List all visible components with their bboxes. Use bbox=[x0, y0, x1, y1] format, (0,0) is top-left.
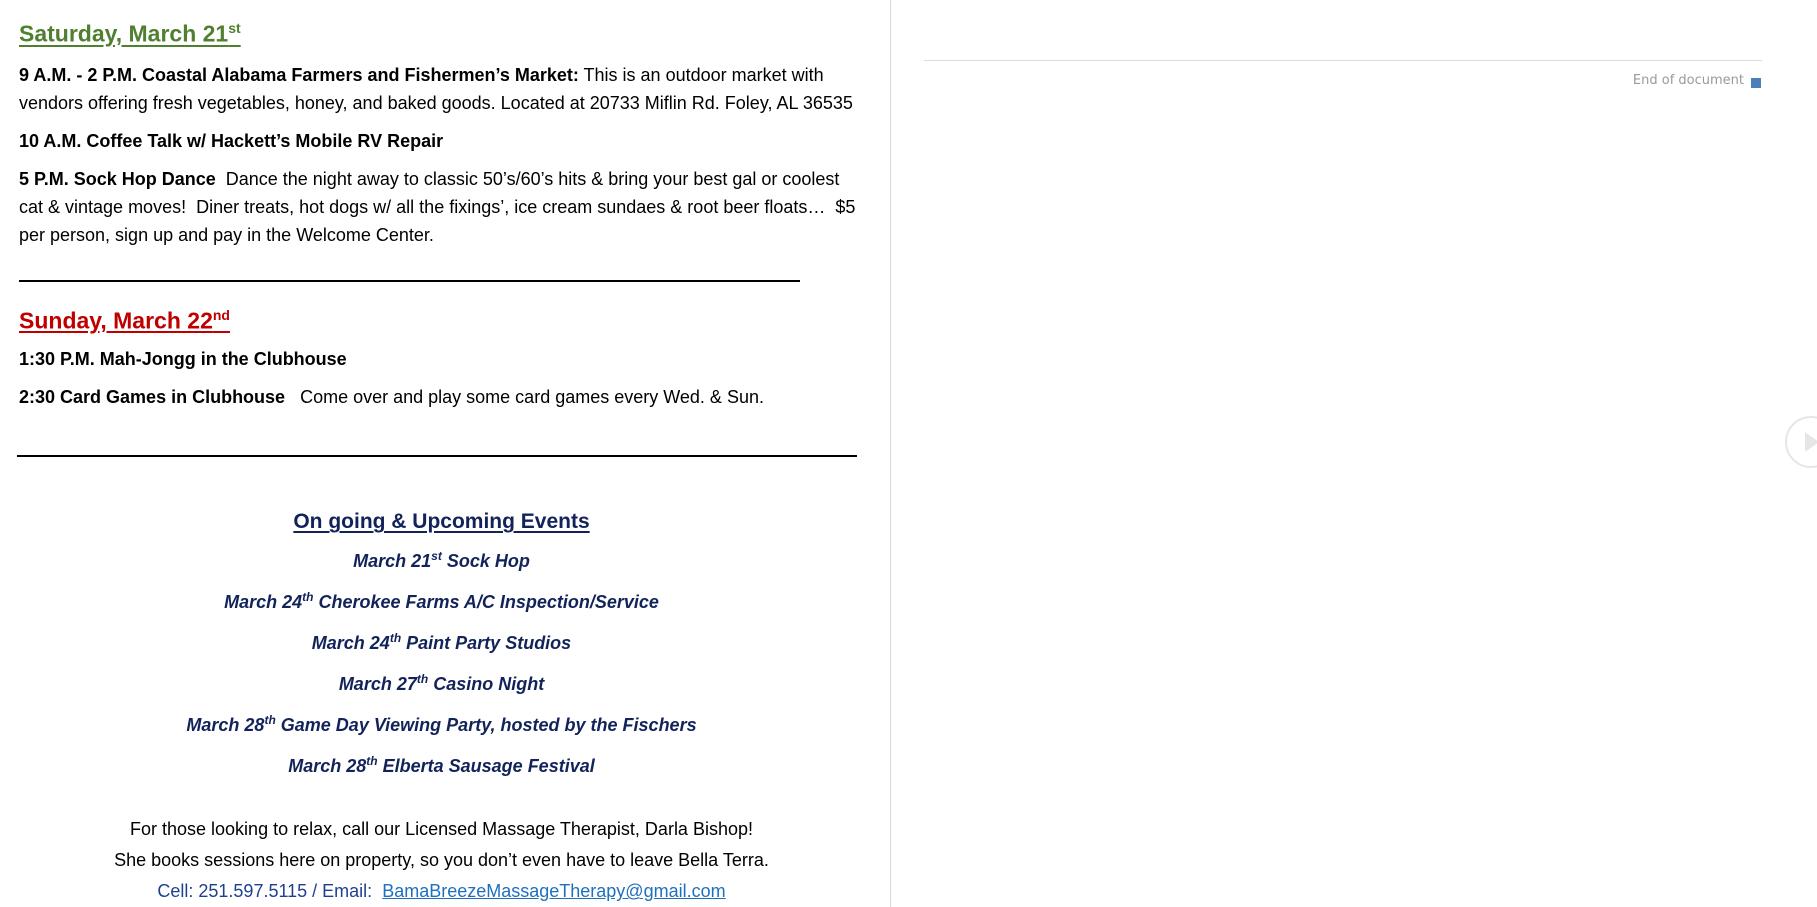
contact-prefix: Cell: 251.597.5115 / Email: bbox=[157, 881, 383, 902]
section-divider bbox=[19, 280, 800, 282]
saturday-heading-sup: st bbox=[228, 20, 241, 36]
sat-item-market-text: This is an outdoor market with vendors offering fresh vegetables, honey, and baked goods. Located at 20733 Miflin Rd. Foley, AL 36535 bbox=[19, 64, 853, 113]
sat-item-sockhop bbox=[19, 165, 864, 249]
event-date-sup: th bbox=[389, 631, 402, 646]
upcoming-events bbox=[19, 508, 864, 907]
document-page bbox=[0, 0, 891, 907]
event-date-sup: th bbox=[366, 754, 378, 769]
sunday-heading-text: Sunday, March 22 bbox=[19, 307, 213, 334]
upcoming-event bbox=[19, 661, 864, 702]
event-name: Cherokee Farms A/C Inspection/Service bbox=[313, 592, 659, 613]
sun-item-mahjongg: 1:30 P.M. Mah-Jongg in the Clubhouse bbox=[19, 349, 347, 370]
end-of-document-label: End of document bbox=[1632, 73, 1744, 88]
sunday-heading-sup: nd bbox=[212, 306, 230, 323]
event-name: Elberta Sausage Festival bbox=[377, 756, 595, 777]
end-marker-icon bbox=[1751, 78, 1761, 88]
event-name: Sock Hop bbox=[441, 551, 530, 572]
event-date: March 24 bbox=[224, 592, 303, 613]
event-date-sup: st bbox=[431, 549, 442, 564]
upcoming-event-list bbox=[19, 538, 864, 784]
sat-item-market bbox=[19, 61, 864, 117]
section-divider bbox=[17, 455, 857, 457]
event-name: Paint Party Studios bbox=[401, 633, 572, 654]
massage-line-2: She books sessions here on property, so you don’t even have to leave Bella Terra. bbox=[114, 850, 769, 871]
event-date: March 27 bbox=[338, 674, 417, 695]
sat-item-coffee: 10 A.M. Coffee Talk w/ Hackett’s Mobile RV Repair bbox=[19, 130, 444, 151]
sun-item-cardgames-text: Come over and play some card games every Wed. & Sun. bbox=[285, 387, 764, 408]
sun-item-cardgames-lead: 2:30 Card Games in Clubhouse bbox=[19, 387, 286, 408]
event-date-sup: th bbox=[264, 713, 276, 728]
upcoming-title: On going & Upcoming Events bbox=[293, 510, 590, 534]
event-name: Casino Night bbox=[428, 674, 545, 695]
sunday-heading bbox=[19, 300, 864, 336]
event-date-sup: th bbox=[416, 672, 429, 687]
upcoming-event bbox=[19, 579, 864, 620]
empty-area bbox=[891, 0, 1817, 907]
page-content bbox=[19, 0, 864, 907]
event-name: Game Day Viewing Party, hosted by the Fischers bbox=[275, 715, 697, 736]
upcoming-event bbox=[19, 620, 864, 661]
end-divider bbox=[924, 60, 1762, 61]
event-date-sup: th bbox=[302, 590, 314, 605]
event-date: March 21 bbox=[353, 551, 432, 572]
massage-line-1: For those looking to relax, call our Licensed Massage Therapist, Darla Bishop! bbox=[130, 819, 753, 840]
saturday-heading bbox=[19, 13, 864, 49]
event-date: March 28 bbox=[288, 756, 367, 777]
sat-item-sockhop-text: Dance the night away to classic 50’s/60’s hits & bring your best gal or coolest cat & vintage moves! Diner treats, hot dogs w/ all the fixings’, ice cream sundaes & root beer floats… $5 per person, sign up and pay in the Welcome Center. bbox=[19, 168, 861, 245]
massage-info bbox=[19, 814, 864, 907]
saturday-heading-text: Saturday, March 21 bbox=[19, 20, 229, 47]
sun-item-cardgames bbox=[19, 383, 864, 411]
upcoming-event bbox=[19, 743, 864, 784]
event-date: March 24 bbox=[311, 633, 390, 654]
massage-contact bbox=[19, 876, 864, 907]
upcoming-event bbox=[19, 702, 864, 743]
sat-item-sockhop-lead: 5 P.M. Sock Hop Dance bbox=[19, 168, 216, 189]
event-date: March 28 bbox=[186, 715, 265, 736]
upcoming-event bbox=[19, 538, 864, 579]
email-link[interactable]: BamaBreezeMassageTherapy@gmail.com bbox=[382, 881, 726, 902]
sat-item-market-lead: 9 A.M. - 2 P.M. Coastal Alabama Farmers and Fishermen’s Market: bbox=[19, 64, 579, 85]
